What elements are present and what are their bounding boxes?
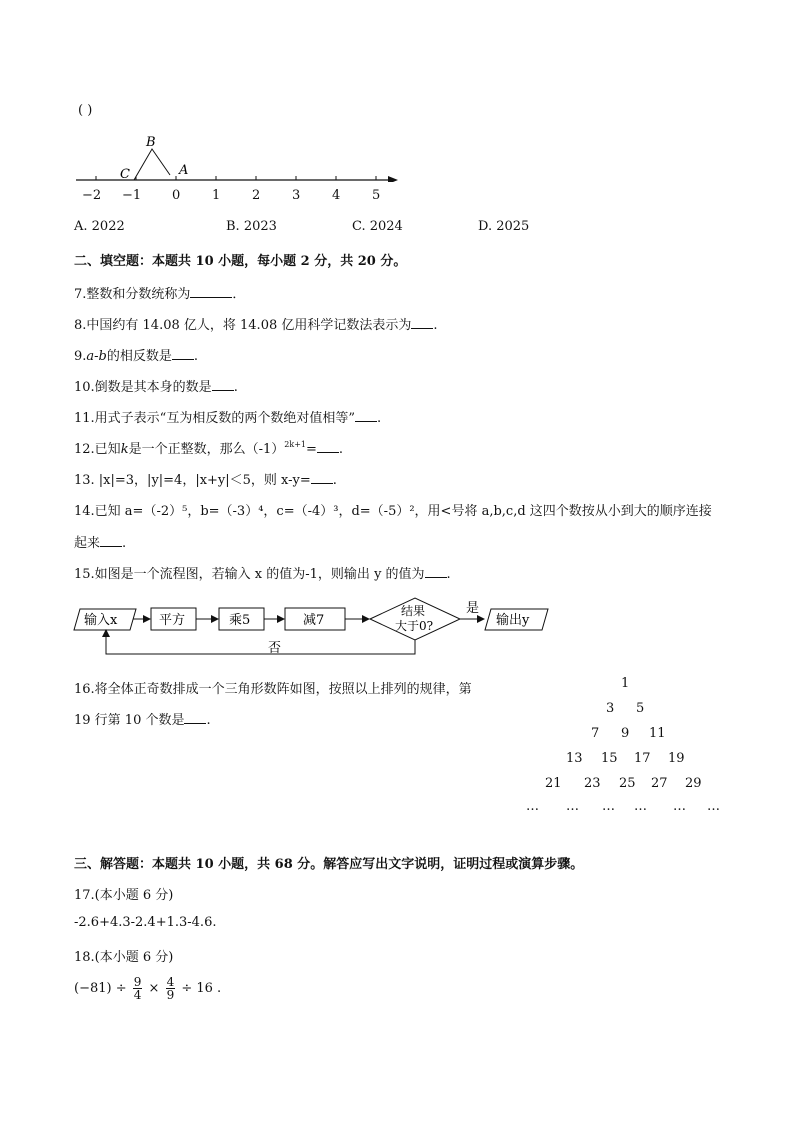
triangle-number: 23: [584, 776, 601, 791]
tick-label: 0: [172, 188, 181, 203]
tick-label: 2: [252, 188, 261, 203]
question-12-end: .: [338, 442, 344, 457]
question-11-end: .: [376, 411, 382, 426]
output-label: 输出y: [496, 613, 530, 628]
fraction-numerator: 4: [166, 975, 175, 989]
tick-label: 1: [212, 188, 221, 203]
question-12-exponent: 2k+1: [284, 440, 306, 449]
decision-label-1: 结果: [401, 604, 426, 618]
triangle-number: 1: [621, 676, 630, 691]
question-10-end: .: [233, 380, 238, 395]
question-16-line-1: 16.将全体正奇数排成一个三角形数阵如图，按照以上排列的规律，第: [74, 682, 472, 697]
triangle-number: 3: [606, 701, 615, 716]
decision-label-2: 大于0?: [395, 619, 434, 633]
triangle-number: 29: [685, 776, 702, 791]
fraction-denominator: 9: [166, 988, 175, 1002]
question-15-text: 15.如图是一个流程图，若输入 x 的值为-1，则输出 y 的值为: [74, 567, 425, 582]
question-9-end: .: [193, 349, 199, 364]
number-line-figure: [70, 130, 410, 182]
question-14-line-2: [74, 532, 126, 551]
triangle-ellipsis: …: [673, 799, 686, 814]
answer-blank: [411, 316, 433, 329]
answer-blank: [311, 471, 333, 484]
question-9-text: 的相反数是: [106, 349, 172, 364]
choice-b: B. 2023: [226, 219, 277, 234]
question-9: [74, 345, 198, 364]
question-12-text-2: 是一个正整数，那么（-1）: [128, 442, 285, 457]
subtract-label: 减7: [303, 613, 325, 628]
question-7-end: ．: [232, 287, 246, 302]
triangle-ellipsis: …: [526, 799, 539, 814]
tick-label: 5: [372, 188, 381, 203]
answer-blank: [172, 347, 194, 360]
question-14-line-1: 14.已知 a=（-2）⁵，b=（-3）⁴，c=（-4）³，d=（-5）²，用<号将 a,b,c,d 这四个数按从小到大的顺序连接: [74, 504, 712, 519]
triangle-number: 15: [601, 751, 618, 766]
tick-label: 3: [292, 188, 301, 203]
triangle-number: 11: [649, 726, 666, 741]
question-15-end: .: [446, 567, 451, 582]
question-8: [74, 314, 438, 333]
question-12-equals: =: [305, 442, 317, 457]
question-10: [74, 376, 238, 395]
input-label: 输入x: [84, 613, 118, 628]
no-label: 否: [268, 641, 282, 656]
fraction-numerator: 9: [133, 975, 142, 989]
yes-label: 是: [466, 601, 480, 616]
answer-blank: [355, 409, 377, 422]
triangle-number: 13: [566, 751, 583, 766]
question-7: [74, 283, 245, 302]
question-11: [74, 407, 381, 426]
section-2-header: 二、填空题：本题共 10 小题，每小题 2 分，共 20 分。: [74, 254, 407, 269]
triangle-ellipsis: …: [566, 799, 579, 814]
triangle-number: 5: [636, 701, 645, 716]
loop-arrow: [106, 630, 415, 654]
axis-arrowhead: [388, 176, 398, 182]
triangle-ellipsis: …: [707, 799, 720, 814]
answer-paren: ( ): [78, 103, 93, 118]
question-9-number: 9.: [74, 349, 87, 364]
triangle-ellipsis: …: [634, 799, 647, 814]
triangle-ellipsis: …: [602, 799, 615, 814]
question-7-text: 7.整数和分数统称为: [74, 287, 191, 302]
choice-d: D. 2025: [478, 219, 530, 234]
question-9-expression: a-b: [86, 349, 107, 364]
question-8-text: 8.中国约有 14.08 亿人，将 14.08 亿用科学记数法表示为: [74, 318, 412, 333]
expr-lead: (−81) ÷: [74, 981, 131, 996]
question-12-k: k: [120, 442, 129, 457]
answer-blank: [425, 565, 447, 578]
choice-c: C. 2024: [352, 219, 403, 234]
question-13-text: 13. |x|=3，|y|=4，|x+y|＜5，则 x-y=: [74, 473, 311, 488]
tick-label: −2: [82, 188, 102, 203]
tick-marks: [96, 176, 376, 180]
question-10-text: 10.倒数是其本身的数是: [74, 380, 212, 395]
tick-label: 4: [332, 188, 341, 203]
triangle-number: 9: [621, 726, 630, 741]
fraction-9-4: [133, 976, 143, 1001]
point-label-b: B: [146, 135, 156, 150]
multiply-label: 乘5: [229, 613, 251, 628]
question-18-expression: [74, 973, 221, 1005]
answer-blank: [184, 711, 206, 724]
triangle-number: 17: [634, 751, 651, 766]
question-14-end: .: [122, 536, 127, 551]
question-13: [74, 469, 337, 488]
question-12: [74, 438, 343, 457]
triangle-number: 7: [591, 726, 600, 741]
question-13-end: .: [332, 473, 337, 488]
question-11-text: 11.用式子表示“互为相反数的两个数绝对值相等”: [74, 411, 355, 426]
answer-blank: [212, 378, 234, 391]
question-16-line-2: [74, 709, 211, 728]
question-15: [74, 563, 451, 582]
square-label: 平方: [159, 613, 186, 628]
choice-a: A. 2022: [74, 219, 125, 234]
flowchart: [66, 596, 556, 660]
point-label-a: A: [179, 163, 189, 178]
question-16-end: .: [206, 713, 211, 728]
question-12-text: 12.已知: [74, 442, 121, 457]
tick-label: −1: [122, 188, 142, 203]
answer-blank: [317, 440, 339, 453]
question-16-text: 19 行第 10 个数是: [74, 713, 185, 728]
section-3-header: 三、解答题：本题共 10 小题，共 68 分。解答应写出文字说明，证明过程或演算步骤。: [74, 857, 584, 872]
question-8-end: .: [433, 318, 438, 333]
expr-times: ×: [144, 981, 164, 996]
triangle-abc: [134, 149, 170, 180]
question-17-expression: -2.6+4.3-2.4+1.3-4.6.: [74, 915, 217, 930]
answer-blank: [100, 534, 122, 547]
point-label-c: C: [120, 167, 130, 182]
triangle-number: 27: [651, 776, 668, 791]
expr-tail: ÷ 16 .: [177, 981, 222, 996]
fraction-denominator: 4: [133, 988, 142, 1002]
question-14-text: 起来: [74, 536, 101, 551]
fraction-4-9: [166, 976, 176, 1001]
question-17-title: 17.(本小题 6 分): [74, 888, 174, 903]
triangle-number: 21: [545, 776, 562, 791]
triangle-number: 19: [668, 751, 685, 766]
question-18-title: 18.(本小题 6 分): [74, 950, 174, 965]
triangle-number: 25: [619, 776, 636, 791]
answer-blank: [190, 285, 232, 298]
